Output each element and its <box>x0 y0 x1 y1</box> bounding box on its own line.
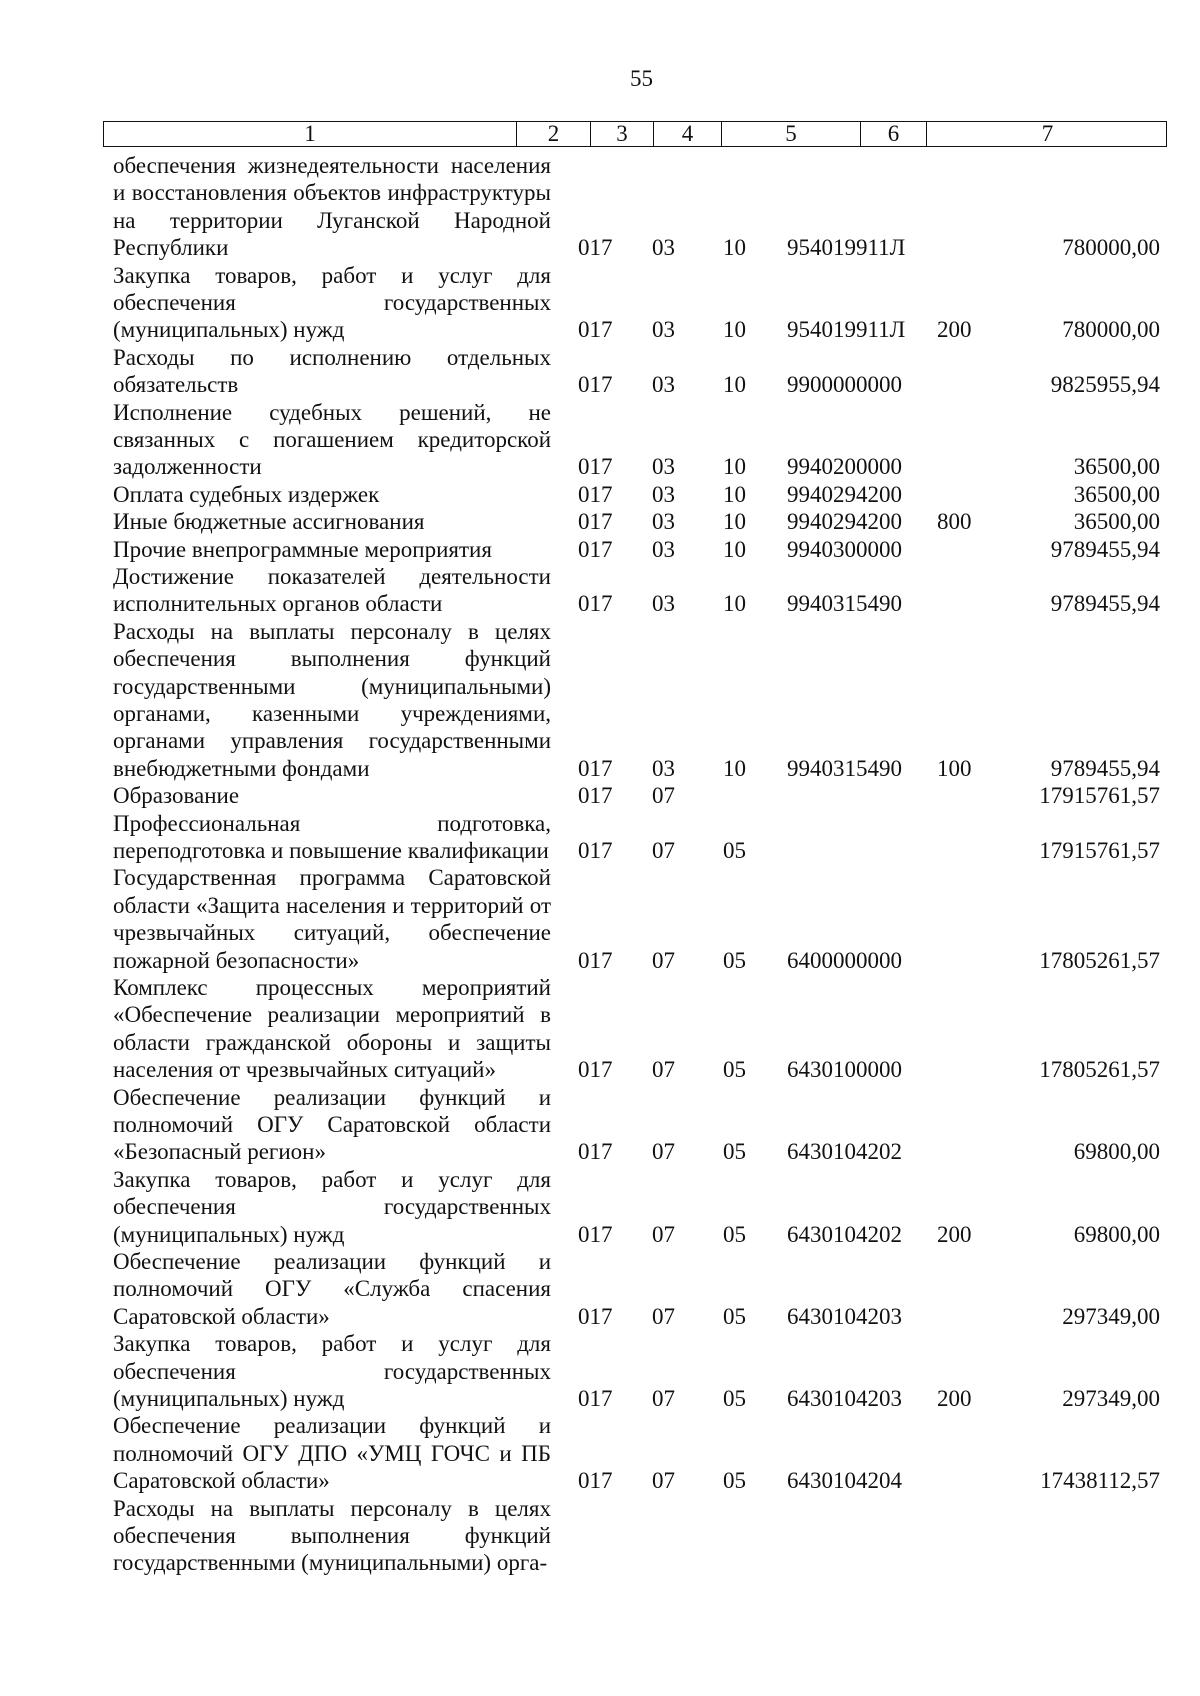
row-c2-value: 017 <box>578 317 613 343</box>
row-c7-value: 780000,00 <box>1062 235 1160 261</box>
table-row <box>0 563 1200 618</box>
row-c5-value: 9940315490 <box>787 755 902 781</box>
row-c5-value: 6400000000 <box>787 947 902 973</box>
header-col-3: 3 <box>591 122 654 146</box>
page-number: 55 <box>630 66 653 91</box>
row-c2-value: 017 <box>578 454 613 480</box>
header-col-1: 1 <box>104 122 517 146</box>
table-row <box>0 508 1200 535</box>
row-c7-value: 780000,00 <box>1062 317 1160 343</box>
table-row <box>0 536 1200 563</box>
row-description: Оплата судебных издержек <box>113 481 380 507</box>
row-c7-value: 9789455,94 <box>1050 591 1160 617</box>
row-description: обеспечения жизнедеятельности населения и восстановления объектов инфраструктуры на территории Луганской Народной Республики <box>113 153 551 261</box>
row-c7-value: 17438112,57 <box>1040 1468 1160 1494</box>
row-c6-value: 200 <box>937 1221 972 1247</box>
row-c2-value: 017 <box>578 372 613 398</box>
row-c5-value: 9940315490 <box>787 591 902 617</box>
row-c3-value: 03 <box>652 454 675 480</box>
row-c4-value: 10 <box>723 591 746 617</box>
table-row <box>0 1495 1200 1577</box>
header-col-2: 2 <box>517 122 591 146</box>
row-c3-value: 07 <box>652 1057 675 1083</box>
row-c3-value: 07 <box>652 1221 675 1247</box>
row-c7-value: 69800,00 <box>1073 1139 1160 1165</box>
row-c3-value: 07 <box>652 837 675 863</box>
row-c4-value: 05 <box>723 1468 746 1494</box>
table-row <box>0 1248 1200 1330</box>
row-c3-value: 07 <box>652 1468 675 1494</box>
row-description: Комплекс процессных мероприятий «Обеспечение реализации мероприятий в области гражданской обороны и защиты населения от чрезвычайных ситуаций» <box>113 975 551 1083</box>
row-c2-value: 017 <box>578 1139 613 1165</box>
row-c2-value: 017 <box>578 1468 613 1494</box>
row-c3-value: 03 <box>652 317 675 343</box>
row-c5-value: 6430104202 <box>787 1139 902 1165</box>
row-c7-value: 69800,00 <box>1073 1221 1160 1247</box>
row-c3-value: 07 <box>652 947 675 973</box>
row-c4-value: 05 <box>723 1385 746 1411</box>
table-row <box>0 810 1200 865</box>
row-description: Расходы на выплаты персоналу в целях обеспечения выполнения функций государственными (муниципальными) органами, казенными учреждениями, органами управления государственными внебюджетными фондами <box>113 618 551 781</box>
row-description: Иные бюджетные ассигнования <box>113 509 425 535</box>
row-c4-value: 05 <box>723 1303 746 1329</box>
row-c7-value: 36500,00 <box>1073 481 1160 507</box>
row-c4-value: 05 <box>723 1057 746 1083</box>
table-row <box>0 262 1200 344</box>
row-c7-value: 17915761,57 <box>1039 837 1160 863</box>
row-description: Закупка товаров, работ и услуг для обеспечения государственных (муниципальных) нужд <box>113 262 551 343</box>
row-c2-value: 017 <box>578 1303 613 1329</box>
row-description: Обеспечение реализации функций и полномочий ОГУ «Служба спасения Саратовской области» <box>113 1249 551 1329</box>
header-col-5: 5 <box>722 122 861 146</box>
row-c3-value: 03 <box>652 372 675 398</box>
row-c3-value: 07 <box>652 783 675 809</box>
row-c6-value: 800 <box>937 509 972 535</box>
table-row <box>0 1330 1200 1412</box>
row-c4-value: 05 <box>723 947 746 973</box>
header-col-4: 4 <box>654 122 722 146</box>
row-c3-value: 07 <box>652 1139 675 1165</box>
row-c3-value: 03 <box>652 235 675 261</box>
row-c4-value: 10 <box>723 536 746 562</box>
row-c4-value: 05 <box>723 1221 746 1247</box>
row-c4-value: 10 <box>723 481 746 507</box>
row-c7-value: 297349,00 <box>1062 1303 1160 1329</box>
row-c5-value: 9940300000 <box>787 536 902 562</box>
header-col-7: 7 <box>1041 121 1054 146</box>
row-c4-value: 10 <box>723 509 746 535</box>
row-c5-value: 9940294200 <box>787 509 902 535</box>
row-c2-value: 017 <box>578 947 613 973</box>
table-row <box>0 152 1200 262</box>
header-col-6: 6 <box>861 122 927 146</box>
row-c4-value: 10 <box>723 755 746 781</box>
row-c4-value: 10 <box>723 372 746 398</box>
row-c2-value: 017 <box>578 755 613 781</box>
row-description: Расходы на выплаты персоналу в целях обеспечения выполнения функций государственными (муниципальными) орга- <box>113 1495 551 1576</box>
row-c3-value: 03 <box>652 755 675 781</box>
row-c4-value: 10 <box>723 317 746 343</box>
row-c6-value: 100 <box>937 755 972 781</box>
row-description: Прочие внепрограммные мероприятия <box>113 536 492 562</box>
row-c2-value: 017 <box>578 591 613 617</box>
table-row <box>0 974 1200 1084</box>
row-c5-value: 954019911Л <box>787 235 906 261</box>
row-c7-value: 36500,00 <box>1073 454 1160 480</box>
table-row <box>0 1412 1200 1494</box>
table-row <box>0 399 1200 481</box>
table-row <box>0 1166 1200 1248</box>
row-description: Образование <box>113 783 240 809</box>
table-row <box>0 1084 1200 1166</box>
row-c7-value: 297349,00 <box>1062 1385 1160 1411</box>
row-c2-value: 017 <box>578 837 613 863</box>
row-c5-value: 9940294200 <box>787 481 902 507</box>
row-c7-value: 17805261,57 <box>1039 1057 1160 1083</box>
row-c7-value: 9825955,94 <box>1050 372 1160 398</box>
row-c2-value: 017 <box>578 481 613 507</box>
row-c5-value: 6430104203 <box>787 1303 902 1329</box>
row-c5-value: 9900000000 <box>787 372 902 398</box>
row-c3-value: 07 <box>652 1385 675 1411</box>
row-c7-value: 17915761,57 <box>1039 783 1160 809</box>
row-c5-value: 6430100000 <box>787 1057 902 1083</box>
row-c2-value: 017 <box>578 783 613 809</box>
row-description: Достижение показателей деятельности исполнительных органов области <box>113 564 551 617</box>
row-c7-value: 17805261,57 <box>1039 947 1160 973</box>
row-c3-value: 03 <box>652 591 675 617</box>
row-c2-value: 017 <box>578 1385 613 1411</box>
row-c7-value: 36500,00 <box>1073 509 1160 535</box>
row-c2-value: 017 <box>578 235 613 261</box>
table-row <box>0 618 1200 782</box>
row-c4-value: 05 <box>723 837 746 863</box>
row-description: Закупка товаров, работ и услуг для обеспечения государственных (муниципальных) нужд <box>113 1166 551 1247</box>
row-c7-value: 9789455,94 <box>1050 755 1160 781</box>
row-c5-value: 9940200000 <box>787 454 902 480</box>
row-c4-value: 10 <box>723 235 746 261</box>
table-header <box>103 121 1167 147</box>
row-c3-value: 03 <box>652 509 675 535</box>
row-c3-value: 03 <box>652 536 675 562</box>
row-c4-value: 10 <box>723 454 746 480</box>
row-c6-value: 200 <box>937 1385 972 1411</box>
row-description: Обеспечение реализации функций и полномочий ОГУ Саратовской области «Безопасный регион» <box>113 1084 551 1165</box>
row-description: Закупка товаров, работ и услуг для обеспечения государственных (муниципальных) нужд <box>113 1331 551 1411</box>
row-c3-value: 07 <box>652 1303 675 1329</box>
row-description: Профессиональная подготовка, переподготовка и повышение квалификации <box>113 810 551 863</box>
table-row <box>0 782 1200 809</box>
row-c5-value: 954019911Л <box>787 317 906 343</box>
row-c5-value: 6430104204 <box>787 1468 902 1494</box>
row-c2-value: 017 <box>578 509 613 535</box>
row-c2-value: 017 <box>578 1057 613 1083</box>
row-c4-value: 05 <box>723 1139 746 1165</box>
row-description: Обеспечение реализации функций и полномочий ОГУ ДПО «УМЦ ГОЧС и ПБ Саратовской области» <box>113 1413 551 1494</box>
row-c3-value: 03 <box>652 481 675 507</box>
row-c2-value: 017 <box>578 536 613 562</box>
row-c5-value: 6430104202 <box>787 1221 902 1247</box>
row-c5-value: 6430104203 <box>787 1385 902 1411</box>
row-c6-value: 200 <box>937 317 972 343</box>
row-c2-value: 017 <box>578 1221 613 1247</box>
row-description: Государственная программа Саратовской области «Защита населения и территорий от чрезвычайных ситуаций, обеспечение пожарной безопасности» <box>113 865 551 973</box>
table-row <box>0 344 1200 399</box>
row-description: Исполнение судебных решений, не связанных с погашением кредиторской задолженности <box>113 399 551 480</box>
row-c7-value: 9789455,94 <box>1050 536 1160 562</box>
table-row <box>0 864 1200 974</box>
table-row <box>0 481 1200 508</box>
row-description: Расходы по исполнению отдельных обязательств <box>113 344 551 398</box>
